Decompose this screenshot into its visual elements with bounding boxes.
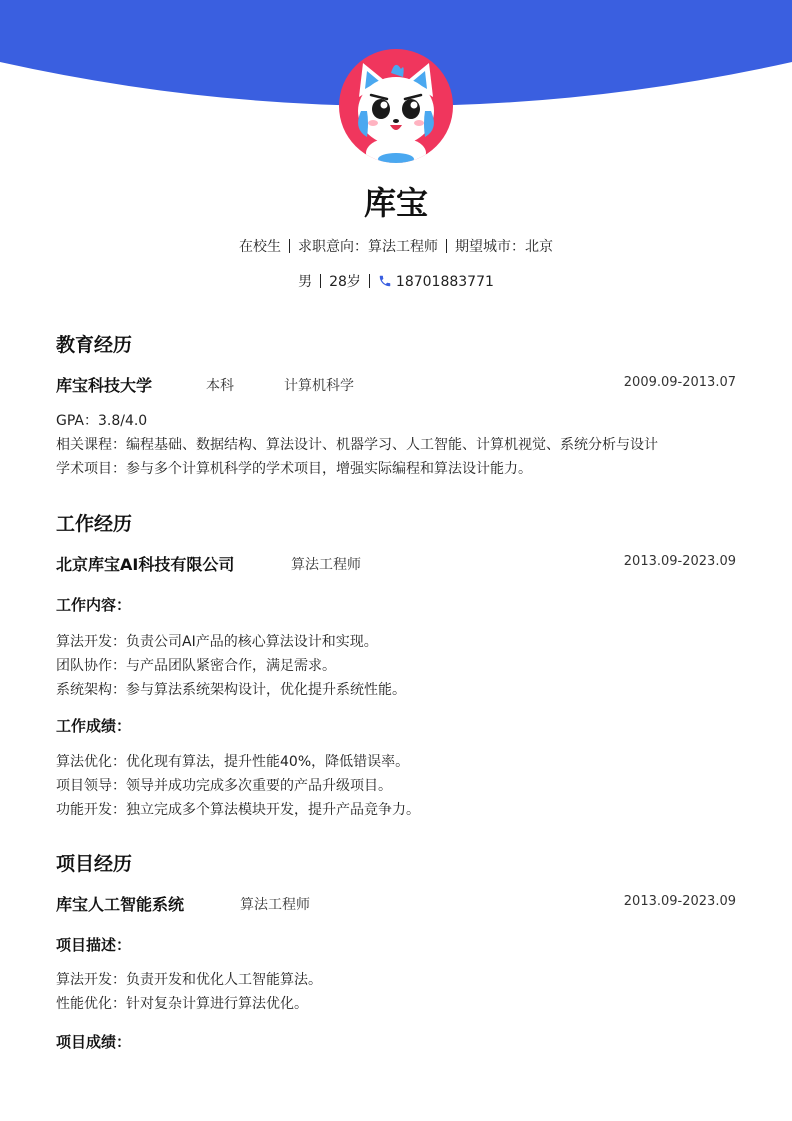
phone-number: 18701883771 [395,274,494,290]
project-role: 算法工程师 [240,897,310,913]
personal-info-line [0,271,792,291]
status-text: 在校生 [239,239,281,255]
gender-text: 男 [298,274,313,290]
work-row [56,552,736,574]
project-date: 2013.09-2023.09 [623,894,736,909]
divider [369,274,370,288]
degree-text: 本科 [206,378,234,394]
work-date: 2013.09-2023.09 [623,554,736,569]
work-content-item: 算法开发：负责公司AI产品的核心算法设计和实现。 [56,634,378,650]
courses-text: 相关课程：编程基础、数据结构、算法设计、机器学习、人工智能、计算机视觉、系统分析与设计 [56,437,658,453]
project-section-title: 项目经历 [56,853,133,875]
project-row [56,892,736,914]
work-result-item: 项目领导：领导并成功完成多次重要的产品升级项目。 [56,778,392,794]
divider [320,274,321,288]
project-results-title: 项目成绩： [56,1033,132,1051]
project-desc-title: 项目描述： [56,936,132,954]
avatar [339,49,453,163]
school-name: 库宝科技大学 [56,376,153,395]
work-content-item: 系统架构：参与算法系统架构设计，优化提升系统性能。 [56,682,406,698]
expected-city-text: 期望城市：北京 [455,239,553,255]
work-section-title: 工作经历 [56,513,133,535]
education-date: 2009.09-2013.07 [623,375,736,390]
work-result-item: 算法优化：优化现有算法，提升性能40%，降低错误率。 [56,754,410,770]
position-text: 算法工程师 [291,557,361,573]
phone-icon [378,274,392,288]
divider [446,239,447,253]
work-content-item: 团队协作：与产品团队紧密合作，满足需求。 [56,658,336,674]
project-name: 库宝人工智能系统 [56,895,185,914]
project-desc-item: 性能优化：针对复杂计算进行算法优化。 [56,996,308,1012]
age-text: 28岁 [329,274,361,290]
major-text: 计算机科学 [284,378,354,394]
work-results-title: 工作成绩： [56,717,132,735]
company-name: 北京库宝AI科技有限公司 [56,555,235,574]
basic-info-line [0,236,792,256]
work-content-title: 工作内容： [56,596,132,614]
education-section-title: 教育经历 [56,334,133,356]
project-desc-item: 算法开发：负责开发和优化人工智能算法。 [56,972,322,988]
work-result-item: 功能开发：独立完成多个算法模块开发，提升产品竞争力。 [56,802,420,818]
divider [289,239,290,253]
academic-projects-text: 学术项目：参与多个计算机科学的学术项目，增强实际编程和算法设计能力。 [56,461,532,477]
gpa-text: GPA：3.8/4.0 [56,413,148,429]
job-intention-text: 求职意向：算法工程师 [298,239,438,255]
mascot-cat-icon [339,49,453,163]
candidate-name: 库宝 [363,184,428,222]
education-row [56,373,736,395]
